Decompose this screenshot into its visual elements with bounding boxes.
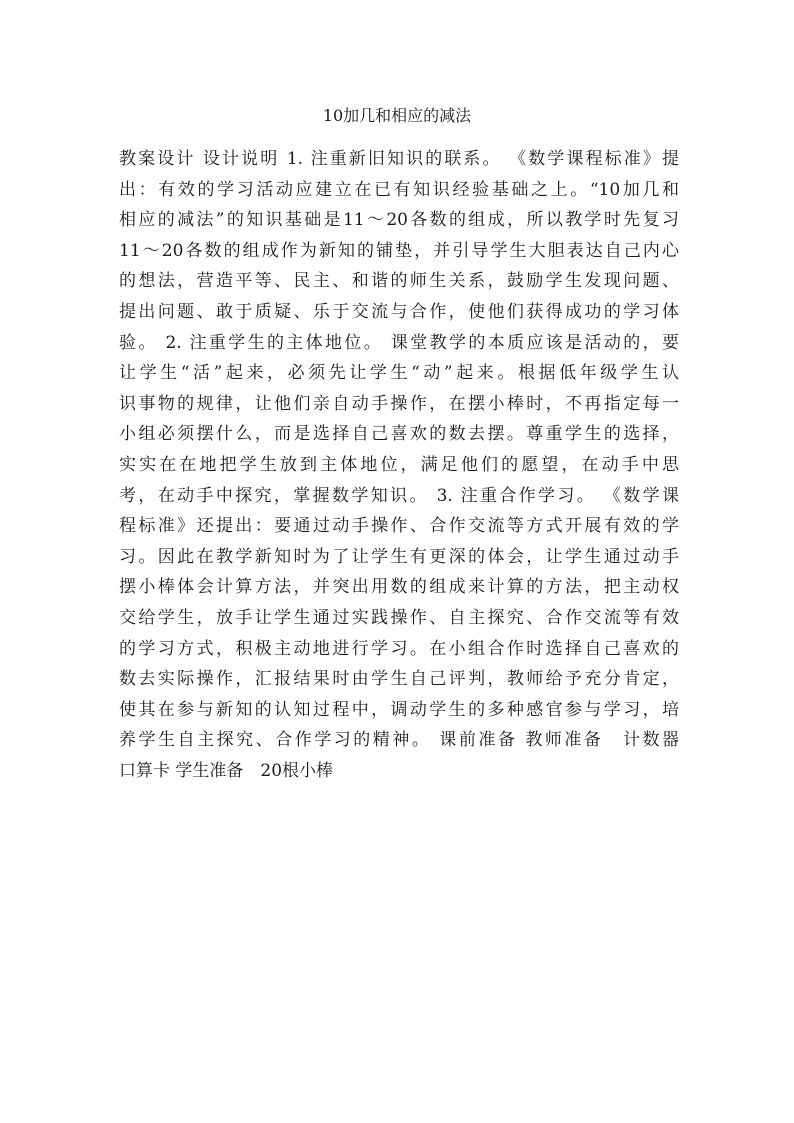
body-line: 相应的减法”的知识基础是11～20各数的组成，所以教学时先复习 (119, 210, 679, 231)
body-line: 摆小棒体会计算方法，并突出用数的组成来计算的方法，把主动权 (119, 577, 679, 598)
body-line: 口算卡 学生准备 20根小棒 (119, 760, 334, 781)
body-line: 程标准》还提出：要通过动手操作、合作交流等方式开展有效的学 (119, 516, 679, 537)
document-title: 10加几和相应的减法 (322, 106, 472, 125)
body-line: 验。 2. 注重学生的主体地位。 课堂教学的本质应该是活动的，要 (119, 332, 679, 353)
body-line: 实实在在地把学生放到主体地位，满足他们的愿望，在动手中思 (119, 454, 679, 475)
body-line: 习。因此在教学新知时为了让学生有更深的体会，让学生通过动手 (119, 546, 679, 567)
body-line: 数去实际操作，汇报结果时由学生自己评判，教师给予充分肯定， (119, 669, 679, 690)
body-line: 使其在参与新知的认知过程中，调动学生的多种感官参与学习，培 (119, 699, 679, 720)
body-line: 考，在动手中探究，掌握数学知识。 3. 注重合作学习。 《数学课 (119, 485, 679, 506)
body-line: 养学生自主探究、合作学习的精神。 课前准备 教师准备 计数器 (119, 730, 679, 751)
body-line: 出：有效的学习活动应建立在已有知识经验基础之上。“10加几和 (119, 179, 679, 200)
body-line: 小组必须摆什么，而是选择自己喜欢的数去摆。尊重学生的选择， (119, 424, 679, 445)
body-line: 交给学生，放手让学生通过实践操作、自主探究、合作交流等有效 (119, 607, 679, 628)
body-line: 教案设计 设计说明 1. 注重新旧知识的联系。 《数学课程标准》提 (119, 149, 679, 169)
body-line: 11～20各数的组成作为新知的铺垫，并引导学生大胆表达自己内心 (119, 240, 679, 261)
document-body (119, 144, 679, 786)
body-line: 的想法，营造平等、民主、和谐的师生关系，鼓励学生发现问题、 (119, 271, 679, 292)
body-line: 让学生“活”起来，必须先让学生“动”起来。根据低年级学生认 (119, 363, 679, 384)
body-line: 识事物的规律，让他们亲自动手操作，在摆小棒时，不再指定每一 (119, 393, 679, 414)
body-line: 的学习方式，积极主动地进行学习。在小组合作时选择自己喜欢的 (119, 638, 679, 659)
body-line: 提出问题、敢于质疑、乐于交流与合作，使他们获得成功的学习体 (119, 301, 679, 322)
